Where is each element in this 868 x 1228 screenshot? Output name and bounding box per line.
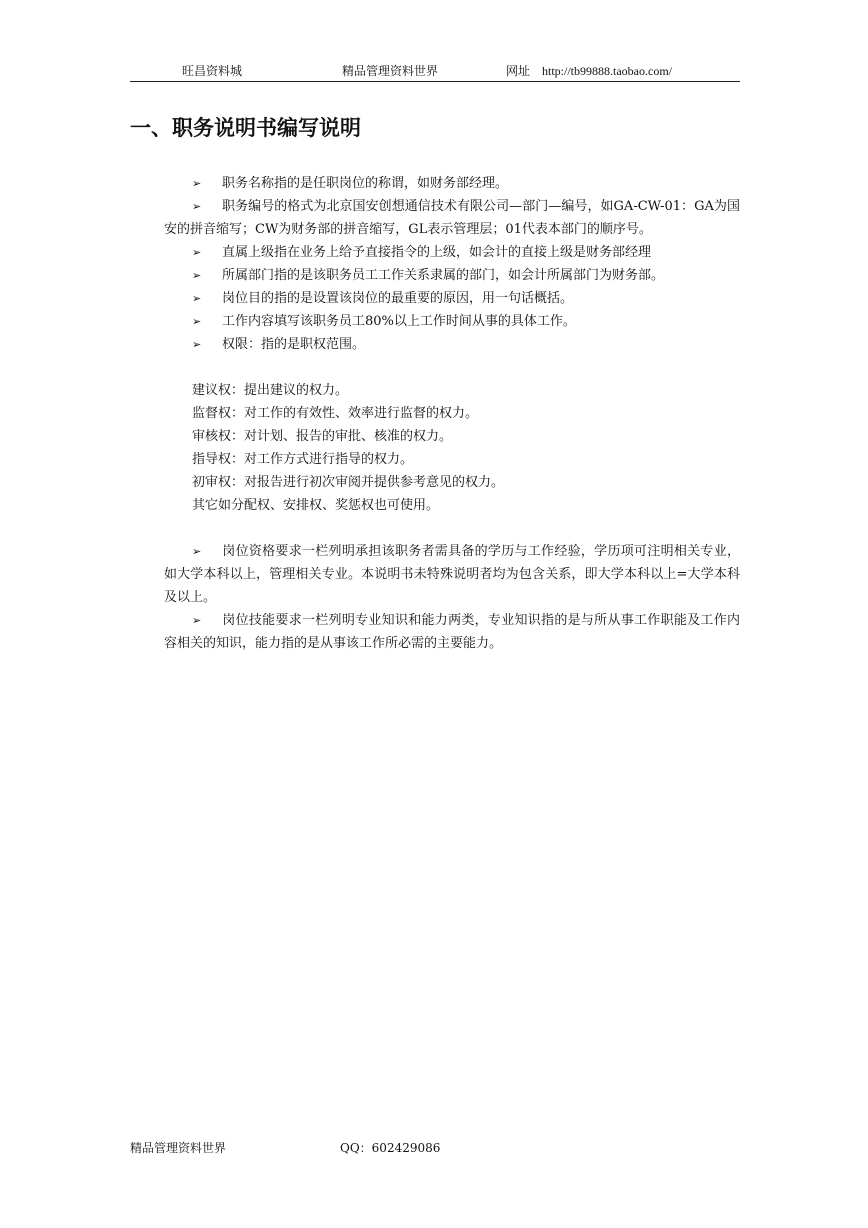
bullet-item bbox=[164, 287, 740, 310]
header-divider bbox=[130, 81, 740, 82]
header-site-label: 网址 bbox=[506, 64, 531, 78]
header-shop-name: 旺昌资料城 bbox=[182, 64, 243, 78]
bullet-item bbox=[164, 264, 740, 287]
bullet-item bbox=[164, 195, 740, 241]
arrow-bullet-icon: ➢ bbox=[192, 338, 202, 351]
arrow-bullet-icon: ➢ bbox=[192, 200, 202, 213]
bullet-text: 岗位资格要求一栏列明承担该职务者需具备的学历与工作经验，学历项可注明相关专业，如大学本科以上，管理相关专业。本说明书未特殊说明者均为包含关系，即大学本科以上=大学本科及以上。 bbox=[164, 544, 740, 605]
bullet-text: 岗位目的指的是设置该岗位的最重要的原因，用一句话概括。 bbox=[222, 291, 574, 306]
right-definition: 其它如分配权、安排权、奖惩权也可使用。 bbox=[192, 498, 440, 513]
bullet-item bbox=[164, 310, 740, 333]
arrow-bullet-icon: ➢ bbox=[192, 545, 202, 558]
bullet-text: 职务编号的格式为北京国安创想通信技术有限公司—部门—编号，如GA-CW-01：GA为国安的拼音缩写；CW为财务部的拼音缩写，GL表示管理层；01代表本部门的顺序号。 bbox=[164, 199, 740, 237]
header-site-url[interactable]: http://tb99888.taobao.com/ bbox=[542, 64, 672, 78]
right-definition: 监督权：对工作的有效性、效率进行监督的权力。 bbox=[192, 406, 479, 421]
paragraph-spacer bbox=[164, 517, 740, 540]
section-title: 一、职务说明书编写说明 bbox=[130, 116, 361, 140]
document-body bbox=[164, 172, 740, 655]
header-slogan: 精品管理资料世界 bbox=[342, 64, 439, 78]
paragraph-spacer bbox=[164, 356, 740, 379]
arrow-bullet-icon: ➢ bbox=[192, 292, 202, 305]
arrow-bullet-icon: ➢ bbox=[192, 246, 202, 259]
bullet-item bbox=[164, 333, 740, 356]
bullet-item bbox=[164, 172, 740, 195]
right-definition: 审核权：对计划、报告的审批、核准的权力。 bbox=[192, 429, 453, 444]
bullet-item bbox=[164, 241, 740, 264]
footer-qq-contact: QQ：602429086 bbox=[340, 1141, 441, 1155]
bullet-text: 直属上级指在业务上给予直接指令的上级，如会计的直接上级是财务部经理 bbox=[222, 245, 652, 260]
right-definition: 建议权：提出建议的权力。 bbox=[192, 383, 349, 398]
arrow-bullet-icon: ➢ bbox=[192, 315, 202, 328]
arrow-bullet-icon: ➢ bbox=[192, 269, 202, 282]
bullet-item bbox=[164, 540, 740, 609]
bullet-text: 所属部门指的是该职务员工工作关系隶属的部门，如会计所属部门为财务部。 bbox=[222, 268, 665, 283]
footer-slogan: 精品管理资料世界 bbox=[130, 1141, 227, 1155]
bullet-text: 权限：指的是职权范围。 bbox=[222, 337, 366, 352]
bullet-text: 工作内容填写该职务员工80%以上工作时间从事的具体工作。 bbox=[222, 314, 576, 329]
right-definition: 初审权：对报告进行初次审阅并提供参考意见的权力。 bbox=[192, 475, 505, 490]
bullet-text: 职务名称指的是任职岗位的称谓，如财务部经理。 bbox=[222, 176, 509, 191]
arrow-bullet-icon: ➢ bbox=[192, 177, 202, 190]
right-definition: 指导权：对工作方式进行指导的权力。 bbox=[192, 452, 414, 467]
bullet-text: 岗位技能要求一栏列明专业知识和能力两类，专业知识指的是与所从事工作职能及工作内容相关的知识，能力指的是从事该工作所必需的主要能力。 bbox=[164, 613, 740, 651]
arrow-bullet-icon: ➢ bbox=[192, 614, 202, 627]
bullet-item bbox=[164, 609, 740, 655]
page-header bbox=[130, 62, 740, 82]
